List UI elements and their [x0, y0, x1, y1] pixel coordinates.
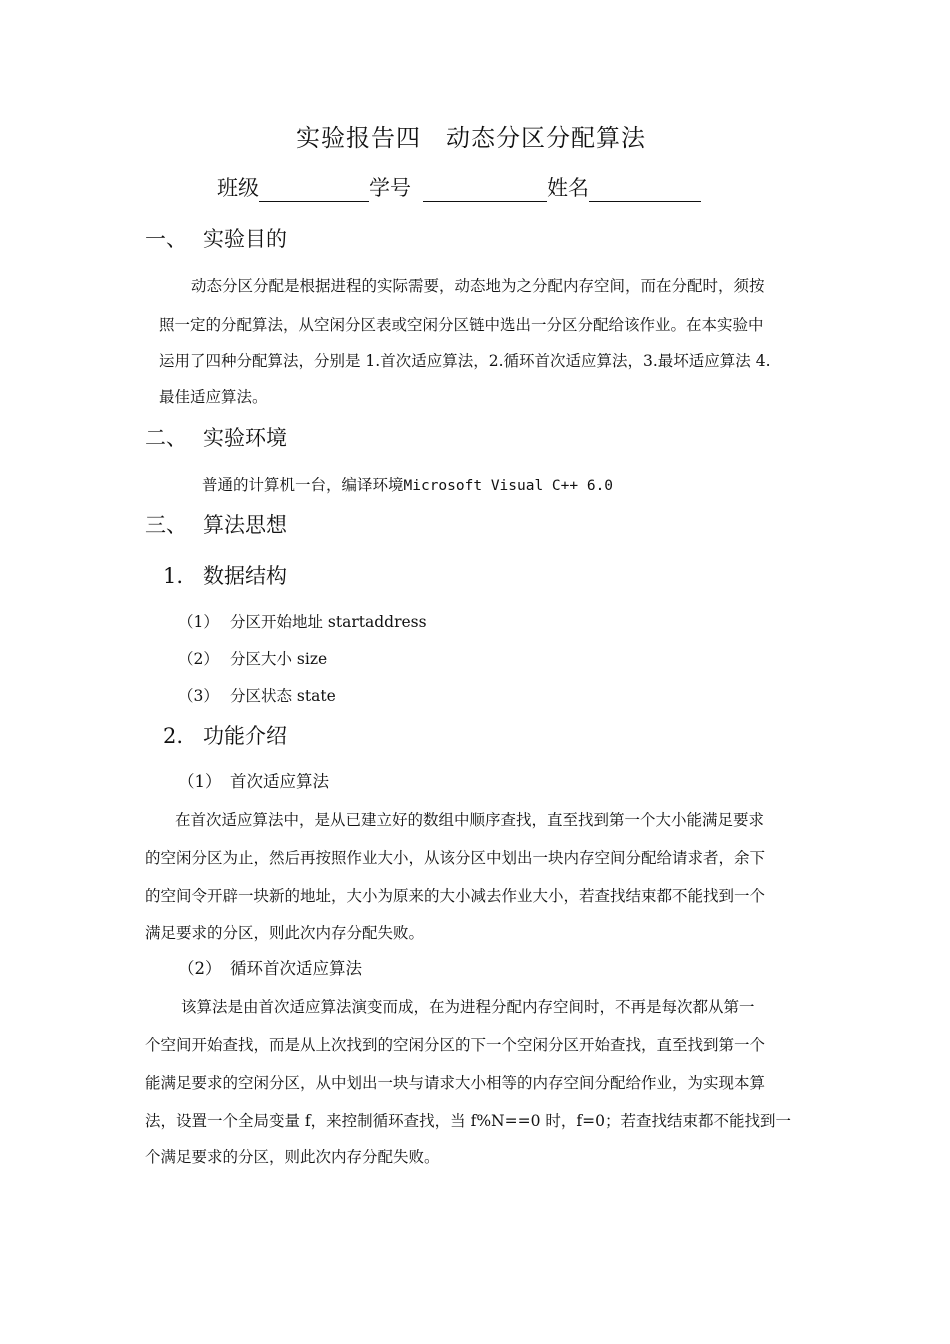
student-info-line	[217, 172, 701, 202]
paragraph-line: 运用了四种分配算法，分别是 1.首次适应算法，2.循环首次适应算法，3.最坏适应算法 4.	[159, 352, 771, 370]
list-item-text: 分区开始地址 startaddress	[230, 613, 427, 631]
environment-compiler: Microsoft Visual C++ 6.0	[403, 478, 614, 494]
list-item	[178, 647, 327, 669]
algorithm-2-heading	[178, 955, 362, 979]
environment-line	[202, 473, 613, 495]
paragraph-line: 法，设置一个全局变量 f，来控制循环查找，当 f%N==0 时，f=0；若查找结束都不能找到一	[145, 1112, 791, 1130]
algorithm-1-number: （1）	[178, 772, 222, 791]
subsection-1-number: 1.	[163, 564, 184, 588]
paragraph-line: 能满足要求的空闲分区，从中划出一块与请求大小相等的内存空间分配给作业，为实现本算	[145, 1074, 766, 1092]
section-2-title: 实验环境	[203, 426, 287, 450]
paragraph-line: 满足要求的分区，则此次内存分配失败。	[145, 924, 425, 942]
list-item-number: （2）	[178, 650, 219, 668]
environment-text: 普通的计算机一台，编译环境	[202, 476, 404, 494]
paragraph-line: 照一定的分配算法，从空闲分区表或空闲分区链中选出一分区分配给该作业。在本实验中	[159, 316, 764, 334]
section-3-number: 三、	[145, 513, 187, 537]
section-3-title: 算法思想	[203, 513, 287, 537]
paragraph-line: 该算法是由首次适应算法演变而成，在为进程分配内存空间时，不再是每次都从第一	[181, 998, 755, 1016]
list-item-number: （1）	[178, 613, 219, 631]
subsection-2-number: 2.	[163, 724, 184, 748]
class-field[interactable]	[259, 179, 369, 202]
subsection-1-title: 数据结构	[203, 564, 287, 588]
page-title: 实验报告四 动态分区分配算法	[296, 124, 646, 152]
section-1-heading	[145, 223, 287, 253]
section-1-number: 一、	[145, 227, 187, 251]
paragraph-line: 的空间令开辟一块新的地址，大小为原来的大小减去作业大小，若查找结束都不能找到一个	[145, 887, 766, 905]
algorithm-1-title: 首次适应算法	[230, 772, 329, 791]
subsection-2-title: 功能介绍	[203, 724, 287, 748]
list-item-text: 分区大小 size	[230, 650, 328, 668]
paragraph-line: 动态分区分配是根据进程的实际需要，动态地为之分配内存空间，而在分配时，须按	[191, 277, 765, 295]
list-item	[178, 610, 427, 632]
list-item	[178, 684, 336, 706]
class-label: 班级	[217, 176, 259, 200]
algorithm-2-number: （2）	[178, 959, 222, 978]
section-3-heading	[145, 509, 287, 539]
student-id-label: 学号	[369, 176, 411, 200]
paragraph-line: 最佳适应算法。	[159, 388, 268, 406]
paragraph-line: 个空间开始查找，而是从上次找到的空闲分区的下一个空闲分区开始查找，直至找到第一个	[145, 1036, 766, 1054]
list-item-text: 分区状态 state	[230, 687, 336, 705]
name-field[interactable]	[589, 179, 701, 202]
paragraph-line: 在首次适应算法中，是从已建立好的数组中顺序查找，直至找到第一个大小能满足要求	[175, 811, 765, 829]
paragraph-line: 的空闲分区为止，然后再按照作业大小，从该分区中划出一块内存空间分配给请求者，余下	[145, 849, 766, 867]
section-2-number: 二、	[145, 426, 187, 450]
subsection-2-heading	[163, 720, 287, 750]
list-item-number: （3）	[178, 687, 219, 705]
name-label: 姓名	[547, 176, 589, 200]
algorithm-1-heading	[178, 768, 329, 792]
section-2-heading	[145, 422, 287, 452]
paragraph-line: 个满足要求的分区，则此次内存分配失败。	[145, 1148, 440, 1166]
section-1-title: 实验目的	[203, 227, 287, 251]
subsection-1-heading	[163, 560, 287, 590]
student-id-field[interactable]	[423, 179, 547, 202]
algorithm-2-title: 循环首次适应算法	[230, 959, 362, 978]
